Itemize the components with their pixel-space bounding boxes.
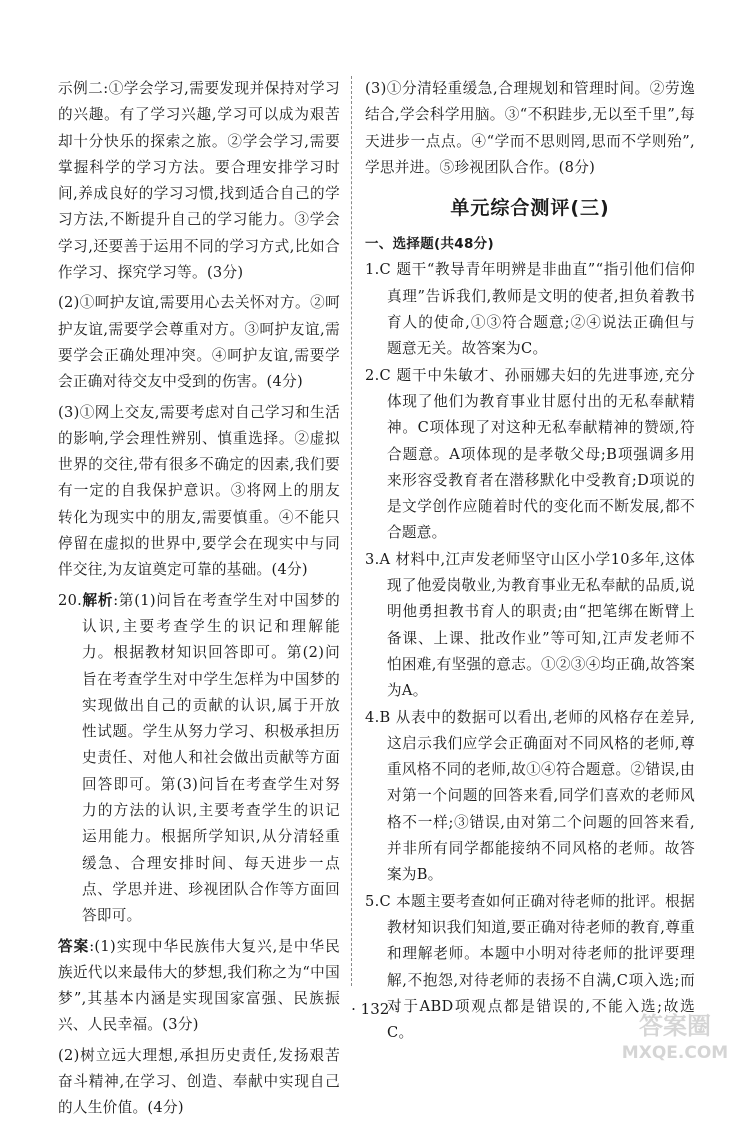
analysis-label: 解析 — [82, 591, 114, 609]
answer-part-2: (2)树立远大理想,承担历史责任,发扬艰苦奋斗精神,在学习、创造、奉献中实现自己的人生价值。(4分) — [58, 1046, 340, 1117]
example-two-paragraph: 示例二:①学会学习,需要发现并保持对学习的兴趣。有了学习兴趣,学习可以成为艰苦却十分快乐的探索之旅。②学会学习,需要掌握科学的学习方法。要合理安排学习时间,养成良好的学习习惯,找到适合自己的学习方法,不断提升自己的学习能力。③学会学习,还要善于运用不同的学习方式,比如合作学习、探究学习等。(3分) — [58, 80, 340, 282]
friendship-paragraph: (2)①呵护友谊,需要用心去关怀对方。②呵护友谊,需要学会尊重对方。③呵护友谊,需要学会正确处理冲突。④呵护友谊,需要学会正确对待交友中受到的伤害。(4分) — [58, 294, 340, 391]
choice-answer-item — [365, 547, 695, 705]
choice-answer-text: B 从表中的数据可以看出,老师的风格存在差异,这启示我们应学会正确面对不同风格的老师,尊重风格不同的老师,故①④符合题意。②错误,由对第一个问题的回答来看,同学们喜欢的老师风格不一样;③错误,由对第二个问题的回答来看,并非所有同学都能接纳不同风格的老师。故答案为B。 — [379, 708, 695, 884]
choice-answer-number: 3. — [365, 550, 380, 568]
choice-questions-heading: 一、选择题(共48分) — [365, 236, 494, 253]
right-column — [365, 76, 695, 1046]
choice-answer-number: 4. — [365, 708, 380, 726]
choice-answer-number: 5. — [365, 892, 380, 910]
watermark-line-1: 答案圈 — [639, 1012, 711, 1040]
answer-paragraph — [58, 934, 340, 1039]
choice-answer-text: C 题干“教导青年明辨是非曲直”“指引他们信仰真理”告诉我们,教师是文明的使者,担负着教书育人的使命,①③符合题意;②④说法正确但与题意无关。故答案为C。 — [379, 261, 695, 358]
answer-part-3: (3)①分清轻重缓急,合理规划和管理时间。②劳逸结合,学会科学用脑。③“不积跬步,无以至千里”,每天进步一点点。④“学而不思则罔,思而不学则殆”,学思并进。⑤珍视团队合作。(8分) — [365, 80, 695, 176]
choice-answer-item — [365, 257, 695, 362]
choice-answer-text: C 本题主要考查如何正确对待老师的批评。根据教材知识我们知道,要正确对待老师的教育,尊重和理解老师。本题中小明对待老师的批评要理解,不抱怨,对待老师的表扬不自满,C项入选;而对于ABD项观点都是错误的,不能入选;故选C。 — [379, 892, 695, 1042]
column-divider — [351, 76, 352, 986]
section-title: 单元综合测评(三) — [450, 197, 610, 220]
choice-answer-number: 1. — [365, 261, 380, 279]
question-20-analysis — [58, 588, 340, 930]
online-friend-paragraph: (3)①网上交友,需要考虑对自己学习和生活的影响,学会理性辨别、慎重选择。②虚拟世界的交往,带有很多不确定的因素,我们要有一定的自我保护意识。③将网上的朋友转化为现实中的朋友,需要慎重。④不能只停留在虚拟的世界中,要学会在现实中与同伴交往,为友谊奠定可靠的基础。(4分) — [58, 403, 340, 579]
watermark-logo — [616, 1006, 734, 1066]
choice-answer-item — [365, 363, 695, 547]
analysis-text: :第(1)问旨在考查学生对中国梦的认识,主要考查学生的识记和理解能力。根据教材知识回答即可。第(2)问旨在考查学生对中学生怎样为中国梦的实现做出自己的贡献的认识,属于开放性试题。学生从努力学习、积极承担历史责任、对他人和社会做出贡献等方面回答即可。第(3)问旨在考查学生对努力的方法的认识,主要考查学生的识记运用能力。根据所学知识,从分清轻重缓急、合理安排时间、每天进步一点点、学思并进、珍视团队合作等方面回答即可。 — [82, 591, 340, 925]
choice-answer-item — [365, 705, 695, 889]
answer-text: :(1)实现中华民族伟大复兴,是中华民族近代以来最伟大的梦想,我们称之为“中国梦”,其基本内涵是实现国家富强、民族振兴、人民幸福。(3分) — [58, 937, 340, 1034]
choice-answer-text: A 材料中,江声发老师坚守山区小学10多年,这体现了他爱岗敬业,为教育事业无私奉献的品质,说明他勇担教书育人的职责;由“把笔绑在断臂上备课、上课、批改作业”等可知,江声发老师不怕困难,有坚强的意志。①②③④均正确,故答案为A。 — [379, 550, 695, 700]
choice-answer-list — [365, 257, 695, 1046]
left-column — [58, 76, 340, 1122]
page-number: · 132 · — [351, 1000, 399, 1018]
question-20-number: 20. — [58, 591, 83, 609]
watermark-line-2: MXQE.COM — [621, 1043, 729, 1063]
choice-answer-text: C 题干中朱敏才、孙丽娜夫妇的先进事迹,充分体现了他们为教育事业甘愿付出的无私奉献精神。C项体现了对这种无私奉献精神的赞颂,符合题意。A项体现的是孝敬父母;B项强调多用来形容受教育者在潜移默化中受教育;D项说的是文学创作应随着时代的变化而不断发展,都不合题意。 — [379, 366, 695, 542]
answer-label: 答案 — [58, 937, 90, 955]
choice-answer-number: 2. — [365, 366, 380, 384]
